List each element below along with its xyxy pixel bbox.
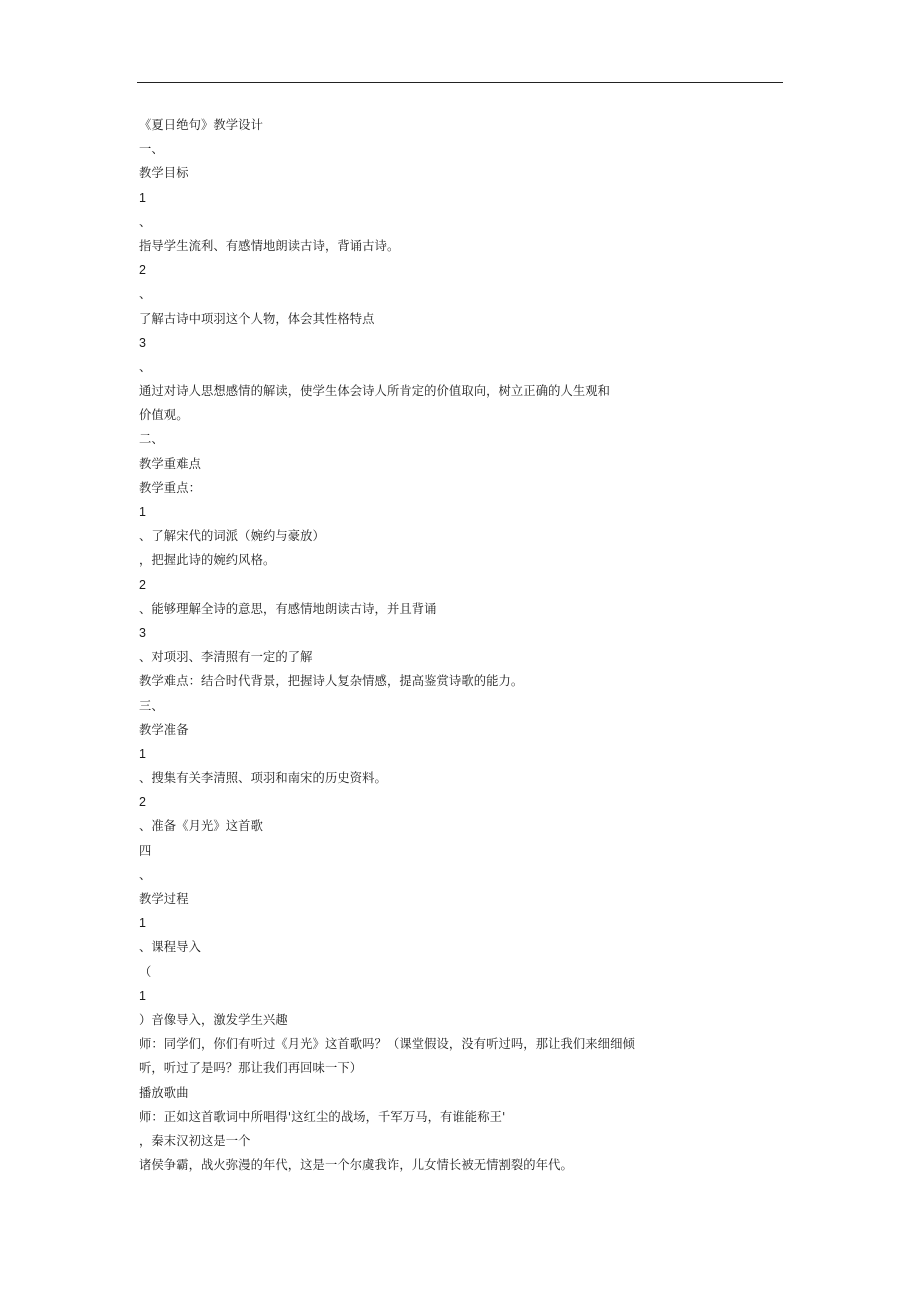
paragraph-line: 价值观。 [139, 408, 189, 423]
paragraph-line: 、能够理解全诗的意思，有感情地朗读古诗，并且背诵 [139, 601, 437, 616]
header-rule [137, 82, 783, 83]
paragraph-line: 指导学生流利、有感情地朗读古诗，背诵古诗。 [139, 238, 400, 253]
item-number: 1 [139, 916, 147, 931]
paragraph-line: 、准备《月光》这首歌 [139, 819, 263, 834]
paragraph-line: 师：正如这首歌词中所唱得'这红尘的战场，千军万马，有谁能称王' [139, 1109, 506, 1124]
item-number: 3 [139, 625, 147, 640]
paragraph-line: ，秦末汉初这是一个 [139, 1133, 251, 1148]
paragraph-line: 播放歌曲 [139, 1085, 189, 1100]
section-heading-3: 三、 [139, 698, 164, 713]
section-title-process: 教学过程 [139, 892, 189, 906]
paragraph-line: ，把握此诗的婉约风格。 [139, 553, 276, 568]
paragraph-line: 听，听过了是吗？那让我们再回味一下） [139, 1061, 363, 1076]
document-body [139, 113, 779, 1177]
subheading-key-points: 教学重点： [139, 480, 201, 495]
paragraph-line: 师：同学们，你们有听过《月光》这首歌吗？（课堂假设，没有听过吗，那让我们来细细倾 [139, 1037, 635, 1052]
item-number: 1 [139, 746, 147, 761]
item-number: 1 [139, 505, 147, 519]
item-separator: 、 [139, 287, 152, 302]
section-heading-1: 一、 [139, 142, 164, 157]
item-separator: 、 [139, 867, 152, 882]
subheading-difficulties: 教学难点：结合时代背景，把握诗人复杂情感，提高鉴赏诗歌的能力。 [139, 674, 524, 689]
item-number: 2 [139, 577, 147, 592]
paragraph-line: 、课程导入 [139, 940, 201, 955]
item-number: 2 [139, 263, 147, 278]
paragraph-line: 了解古诗中项羽这个人物，体会其性格特点 [139, 311, 375, 326]
section-title-objectives: 教学目标 [139, 166, 189, 181]
paragraph-line: 、搜集有关李清照、项羽和南宋的历史资料。 [139, 771, 387, 786]
item-number: 3 [139, 335, 147, 350]
item-number: 1 [139, 190, 147, 205]
section-title-preparation: 教学准备 [139, 722, 189, 737]
paragraph-line: （ [139, 964, 152, 979]
section-heading-4: 四 [139, 843, 152, 858]
item-separator: 、 [139, 214, 152, 229]
item-separator: 、 [139, 359, 152, 374]
item-number: 1 [139, 988, 147, 1003]
paragraph-line: 、了解宋代的词派（婉约与豪放） [139, 529, 325, 544]
paragraph-line: 诸侯争霸，战火弥漫的年代，这是一个尔虞我诈，儿女情长被无情割裂的年代。 [139, 1158, 573, 1173]
item-number: 2 [139, 795, 147, 810]
doc-title: 《夏日绝句》教学设计 [139, 118, 263, 132]
paragraph-line: ）音像导入，激发学生兴趣 [139, 1012, 288, 1027]
section-title-key-points: 教学重难点 [139, 456, 201, 471]
paragraph-line: 、对项羽、李清照有一定的了解 [139, 650, 313, 665]
section-heading-2: 二、 [139, 432, 164, 447]
paragraph-line: 通过对诗人思想感情的解读，使学生体会诗人所肯定的价值取向，树立正确的人生观和 [139, 384, 611, 399]
